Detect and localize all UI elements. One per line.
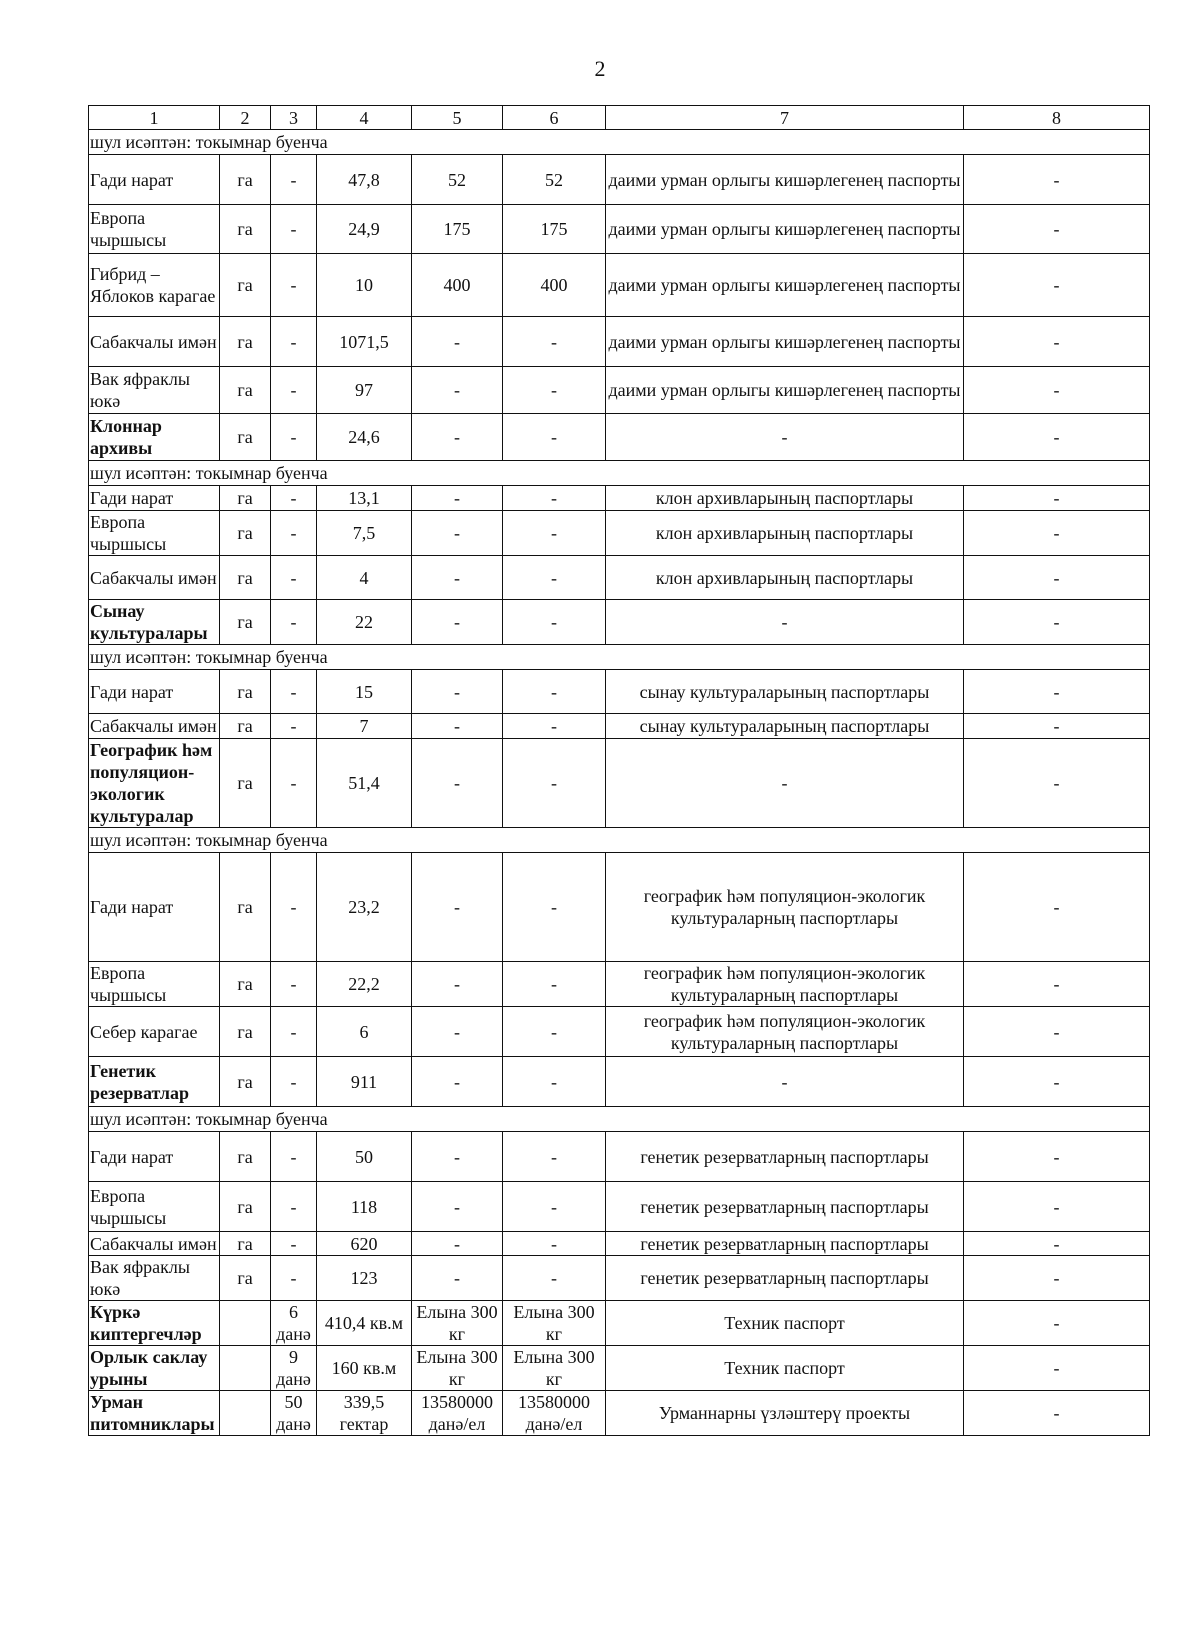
subheader-text: шул исәптән: токымнар буенча bbox=[89, 828, 1150, 853]
cell-col-5: - bbox=[412, 853, 503, 962]
cell-col-8: - bbox=[964, 1007, 1150, 1057]
cell-col-4: 22 bbox=[317, 600, 412, 645]
table-row bbox=[89, 1256, 1150, 1301]
cell-col-3: 9 данә bbox=[271, 1346, 317, 1391]
cell-col-8: - bbox=[964, 1057, 1150, 1107]
column-header-1: 1 bbox=[89, 106, 220, 130]
cell-col-8: - bbox=[964, 1232, 1150, 1256]
table-row bbox=[89, 962, 1150, 1007]
cell-col-7: клон архивларының паспортлары bbox=[606, 511, 964, 556]
subheader-text: шул исәптән: токымнар буенча bbox=[89, 645, 1150, 670]
cell-col-4: 339,5 гектар bbox=[317, 1391, 412, 1436]
cell-col-3: - bbox=[271, 556, 317, 600]
cell-col-3: - bbox=[271, 367, 317, 414]
row-name-cell: Гади нарат bbox=[89, 670, 220, 714]
cell-col-7: Техник паспорт bbox=[606, 1346, 964, 1391]
subheader-text: шул исәптән: токымнар буенча bbox=[89, 1107, 1150, 1132]
cell-col-6: 13580000 данә/ел bbox=[503, 1391, 606, 1436]
row-name-cell: Клоннар архивы bbox=[89, 414, 220, 461]
cell-col-5: - bbox=[412, 1057, 503, 1107]
cell-col-3: 50 данә bbox=[271, 1391, 317, 1436]
cell-col-8: - bbox=[964, 486, 1150, 511]
cell-col-7: сынау культураларының паспортлары bbox=[606, 670, 964, 714]
row-name-cell: Вак яфраклы юкә bbox=[89, 1256, 220, 1301]
column-header-2: 2 bbox=[220, 106, 271, 130]
cell-col-6: - bbox=[503, 1232, 606, 1256]
cell-col-5: - bbox=[412, 556, 503, 600]
cell-col-3: - bbox=[271, 1007, 317, 1057]
table-row bbox=[89, 205, 1150, 254]
cell-col-5: - bbox=[412, 1007, 503, 1057]
cell-col-6: - bbox=[503, 962, 606, 1007]
table-row bbox=[89, 853, 1150, 962]
cell-col-4: 97 bbox=[317, 367, 412, 414]
cell-col-4: 47,8 bbox=[317, 155, 412, 205]
cell-col-6: - bbox=[503, 739, 606, 828]
cell-col-2: га bbox=[220, 1256, 271, 1301]
cell-col-6: - bbox=[503, 714, 606, 739]
cell-col-7: даими урман орлыгы кишәрлегенең паспорты bbox=[606, 317, 964, 367]
cell-col-7: даими урман орлыгы кишәрлегенең паспорты bbox=[606, 155, 964, 205]
cell-col-2: га bbox=[220, 254, 271, 317]
table-row bbox=[89, 155, 1150, 205]
cell-col-3: - bbox=[271, 155, 317, 205]
cell-col-6: - bbox=[503, 486, 606, 511]
cell-col-6: - bbox=[503, 1007, 606, 1057]
cell-col-3: - bbox=[271, 205, 317, 254]
cell-col-4: 160 кв.м bbox=[317, 1346, 412, 1391]
cell-col-3: - bbox=[271, 1232, 317, 1256]
cell-col-3: - bbox=[271, 670, 317, 714]
cell-col-4: 24,6 bbox=[317, 414, 412, 461]
cell-col-2: га bbox=[220, 155, 271, 205]
table-row bbox=[89, 486, 1150, 511]
row-name-cell: Гади нарат bbox=[89, 1132, 220, 1182]
row-name-cell: Европа чыршысы bbox=[89, 1182, 220, 1232]
cell-col-3: - bbox=[271, 1256, 317, 1301]
cell-col-7: географик һәм популяцион-экологик культураларның паспортлары bbox=[606, 1007, 964, 1057]
cell-col-2: га bbox=[220, 414, 271, 461]
cell-col-7: - bbox=[606, 600, 964, 645]
table-row bbox=[89, 317, 1150, 367]
cell-col-7: географик һәм популяцион-экологик культураларның паспортлары bbox=[606, 853, 964, 962]
cell-col-6: Елына 300 кг bbox=[503, 1346, 606, 1391]
cell-col-2: га bbox=[220, 556, 271, 600]
cell-col-6: - bbox=[503, 511, 606, 556]
column-header-3: 3 bbox=[271, 106, 317, 130]
cell-col-2: га bbox=[220, 600, 271, 645]
cell-col-7: даими урман орлыгы кишәрлегенең паспорты bbox=[606, 254, 964, 317]
row-name-cell: Себер карагае bbox=[89, 1007, 220, 1057]
cell-col-5: - bbox=[412, 600, 503, 645]
row-name-cell: Сабакчалы имән bbox=[89, 714, 220, 739]
cell-col-4: 123 bbox=[317, 1256, 412, 1301]
subheader-row bbox=[89, 461, 1150, 486]
cell-col-7: - bbox=[606, 1057, 964, 1107]
cell-col-8: - bbox=[964, 1182, 1150, 1232]
cell-col-8: - bbox=[964, 853, 1150, 962]
cell-col-8: - bbox=[964, 205, 1150, 254]
cell-col-4: 620 bbox=[317, 1232, 412, 1256]
cell-col-7: Урманнарны үзләштерү проекты bbox=[606, 1391, 964, 1436]
column-header-6: 6 bbox=[503, 106, 606, 130]
cell-col-5: 13580000 данә/ел bbox=[412, 1391, 503, 1436]
cell-col-6: - bbox=[503, 414, 606, 461]
cell-col-5: - bbox=[412, 317, 503, 367]
cell-col-4: 24,9 bbox=[317, 205, 412, 254]
cell-col-4: 6 bbox=[317, 1007, 412, 1057]
cell-col-4: 50 bbox=[317, 1132, 412, 1182]
cell-col-4: 23,2 bbox=[317, 853, 412, 962]
cell-col-2: га bbox=[220, 1182, 271, 1232]
cell-col-3: - bbox=[271, 739, 317, 828]
cell-col-6: 175 bbox=[503, 205, 606, 254]
cell-col-2 bbox=[220, 1301, 271, 1346]
subheader-row bbox=[89, 130, 1150, 155]
cell-col-6: Елына 300 кг bbox=[503, 1301, 606, 1346]
row-name-cell: Урман питомниклары bbox=[89, 1391, 220, 1436]
table-row bbox=[89, 1346, 1150, 1391]
cell-col-7: клон архивларының паспортлары bbox=[606, 556, 964, 600]
cell-col-4: 1071,5 bbox=[317, 317, 412, 367]
cell-col-7: клон архивларының паспортлары bbox=[606, 486, 964, 511]
cell-col-2: га bbox=[220, 1007, 271, 1057]
cell-col-3: - bbox=[271, 317, 317, 367]
cell-col-2: га bbox=[220, 205, 271, 254]
cell-col-8: - bbox=[964, 414, 1150, 461]
row-name-cell: Сабакчалы имән bbox=[89, 556, 220, 600]
table-row bbox=[89, 511, 1150, 556]
row-name-cell: Гади нарат bbox=[89, 155, 220, 205]
cell-col-2: га bbox=[220, 511, 271, 556]
cell-col-8: - bbox=[964, 1346, 1150, 1391]
table-row bbox=[89, 670, 1150, 714]
cell-col-8: - bbox=[964, 1256, 1150, 1301]
cell-col-4: 15 bbox=[317, 670, 412, 714]
cell-col-8: - bbox=[964, 739, 1150, 828]
cell-col-5: - bbox=[412, 367, 503, 414]
cell-col-7: даими урман орлыгы кишәрлегенең паспорты bbox=[606, 205, 964, 254]
cell-col-7: генетик резерватларның паспортлары bbox=[606, 1132, 964, 1182]
cell-col-3: - bbox=[271, 600, 317, 645]
cell-col-2: га bbox=[220, 1232, 271, 1256]
cell-col-3: - bbox=[271, 1182, 317, 1232]
cell-col-2: га bbox=[220, 853, 271, 962]
cell-col-3: - bbox=[271, 254, 317, 317]
cell-col-3: - bbox=[271, 486, 317, 511]
row-name-cell: Европа чыршысы bbox=[89, 962, 220, 1007]
column-header-5: 5 bbox=[412, 106, 503, 130]
cell-col-8: - bbox=[964, 155, 1150, 205]
subheader-row bbox=[89, 645, 1150, 670]
cell-col-8: - bbox=[964, 254, 1150, 317]
cell-col-8: - bbox=[964, 556, 1150, 600]
cell-col-5: - bbox=[412, 670, 503, 714]
cell-col-5: Елына 300 кг bbox=[412, 1346, 503, 1391]
row-name-cell: Сабакчалы имән bbox=[89, 317, 220, 367]
cell-col-5: - bbox=[412, 1132, 503, 1182]
cell-col-5: - bbox=[412, 1256, 503, 1301]
cell-col-6: - bbox=[503, 1132, 606, 1182]
cell-col-4: 7 bbox=[317, 714, 412, 739]
cell-col-6: - bbox=[503, 1182, 606, 1232]
cell-col-5: 175 bbox=[412, 205, 503, 254]
cell-col-5: - bbox=[412, 486, 503, 511]
cell-col-5: - bbox=[412, 962, 503, 1007]
subheader-text: шул исәптән: токымнар буенча bbox=[89, 461, 1150, 486]
column-header-8: 8 bbox=[964, 106, 1150, 130]
cell-col-5: Елына 300 кг bbox=[412, 1301, 503, 1346]
cell-col-7: сынау культураларының паспортлары bbox=[606, 714, 964, 739]
row-name-cell: Гибрид – Яблоков карагае bbox=[89, 254, 220, 317]
cell-col-8: - bbox=[964, 1301, 1150, 1346]
cell-col-3: - bbox=[271, 714, 317, 739]
column-header-7: 7 bbox=[606, 106, 964, 130]
cell-col-4: 13,1 bbox=[317, 486, 412, 511]
cell-col-8: - bbox=[964, 1132, 1150, 1182]
row-name-cell: Сабакчалы имән bbox=[89, 1232, 220, 1256]
cell-col-4: 911 bbox=[317, 1057, 412, 1107]
cell-col-7: даими урман орлыгы кишәрлегенең паспорты bbox=[606, 367, 964, 414]
table-row bbox=[89, 1057, 1150, 1107]
data-table bbox=[88, 105, 1150, 1436]
row-name-cell: Сынау культуралары bbox=[89, 600, 220, 645]
cell-col-7: географик һәм популяцион-экологик культураларның паспортлары bbox=[606, 962, 964, 1007]
cell-col-5: 52 bbox=[412, 155, 503, 205]
cell-col-2: га bbox=[220, 367, 271, 414]
cell-col-7: Техник паспорт bbox=[606, 1301, 964, 1346]
cell-col-8: - bbox=[964, 600, 1150, 645]
cell-col-5: - bbox=[412, 1182, 503, 1232]
cell-col-8: - bbox=[964, 714, 1150, 739]
cell-col-7: генетик резерватларның паспортлары bbox=[606, 1256, 964, 1301]
cell-col-4: 7,5 bbox=[317, 511, 412, 556]
cell-col-4: 118 bbox=[317, 1182, 412, 1232]
cell-col-6: - bbox=[503, 1057, 606, 1107]
row-name-cell: Орлык саклау урыны bbox=[89, 1346, 220, 1391]
header-row bbox=[89, 106, 1150, 130]
cell-col-6: - bbox=[503, 600, 606, 645]
table-row bbox=[89, 739, 1150, 828]
cell-col-7: - bbox=[606, 414, 964, 461]
subheader-row bbox=[89, 828, 1150, 853]
cell-col-6: - bbox=[503, 556, 606, 600]
cell-col-2: га bbox=[220, 739, 271, 828]
table-row bbox=[89, 367, 1150, 414]
cell-col-3: - bbox=[271, 511, 317, 556]
cell-col-6: - bbox=[503, 1256, 606, 1301]
cell-col-2: га bbox=[220, 714, 271, 739]
page-number: 2 bbox=[594, 56, 606, 81]
row-name-cell: Европа чыршысы bbox=[89, 511, 220, 556]
cell-col-2: га bbox=[220, 962, 271, 1007]
cell-col-2: га bbox=[220, 670, 271, 714]
row-name-cell: Гади нарат bbox=[89, 486, 220, 511]
cell-col-7: генетик резерватларның паспортлары bbox=[606, 1232, 964, 1256]
cell-col-6: - bbox=[503, 670, 606, 714]
table-row bbox=[89, 414, 1150, 461]
cell-col-6: 52 bbox=[503, 155, 606, 205]
cell-col-6: 400 bbox=[503, 254, 606, 317]
cell-col-8: - bbox=[964, 670, 1150, 714]
table-row bbox=[89, 556, 1150, 600]
cell-col-4: 4 bbox=[317, 556, 412, 600]
cell-col-2: га bbox=[220, 1057, 271, 1107]
table-row bbox=[89, 714, 1150, 739]
table-row bbox=[89, 1007, 1150, 1057]
cell-col-6: - bbox=[503, 367, 606, 414]
cell-col-6: - bbox=[503, 853, 606, 962]
cell-col-5: - bbox=[412, 511, 503, 556]
cell-col-2 bbox=[220, 1391, 271, 1436]
cell-col-3: - bbox=[271, 853, 317, 962]
cell-col-8: - bbox=[964, 317, 1150, 367]
subheader-row bbox=[89, 1107, 1150, 1132]
cell-col-8: - bbox=[964, 1391, 1150, 1436]
row-name-cell: Гади нарат bbox=[89, 853, 220, 962]
table-row bbox=[89, 1132, 1150, 1182]
cell-col-2: га bbox=[220, 486, 271, 511]
row-name-cell: Күркә киптергечләр bbox=[89, 1301, 220, 1346]
cell-col-4: 10 bbox=[317, 254, 412, 317]
cell-col-3: - bbox=[271, 414, 317, 461]
cell-col-6: - bbox=[503, 317, 606, 367]
cell-col-3: - bbox=[271, 1132, 317, 1182]
cell-col-7: генетик резерватларның паспортлары bbox=[606, 1182, 964, 1232]
cell-col-4: 410,4 кв.м bbox=[317, 1301, 412, 1346]
cell-col-8: - bbox=[964, 511, 1150, 556]
row-name-cell: Вак яфраклы юкә bbox=[89, 367, 220, 414]
table-row bbox=[89, 1391, 1150, 1436]
cell-col-4: 22,2 bbox=[317, 962, 412, 1007]
subheader-text: шул исәптән: токымнар буенча bbox=[89, 130, 1150, 155]
row-name-cell: Генетик резерватлар bbox=[89, 1057, 220, 1107]
cell-col-8: - bbox=[964, 962, 1150, 1007]
cell-col-4: 51,4 bbox=[317, 739, 412, 828]
table-row bbox=[89, 1182, 1150, 1232]
cell-col-2: га bbox=[220, 1132, 271, 1182]
cell-col-3: 6 данә bbox=[271, 1301, 317, 1346]
cell-col-5: - bbox=[412, 714, 503, 739]
cell-col-7: - bbox=[606, 739, 964, 828]
cell-col-2: га bbox=[220, 317, 271, 367]
cell-col-5: - bbox=[412, 739, 503, 828]
cell-col-5: - bbox=[412, 414, 503, 461]
row-name-cell: Европа чыршысы bbox=[89, 205, 220, 254]
table-row bbox=[89, 1232, 1150, 1256]
cell-col-8: - bbox=[964, 367, 1150, 414]
row-name-cell: Географик һәм популяцион-экологик культуралар bbox=[89, 739, 220, 828]
cell-col-5: - bbox=[412, 1232, 503, 1256]
cell-col-5: 400 bbox=[412, 254, 503, 317]
table-body bbox=[89, 106, 1150, 1436]
table-row bbox=[89, 1301, 1150, 1346]
cell-col-3: - bbox=[271, 1057, 317, 1107]
table-row bbox=[89, 600, 1150, 645]
cell-col-2 bbox=[220, 1346, 271, 1391]
column-header-4: 4 bbox=[317, 106, 412, 130]
table-row bbox=[89, 254, 1150, 317]
cell-col-3: - bbox=[271, 962, 317, 1007]
